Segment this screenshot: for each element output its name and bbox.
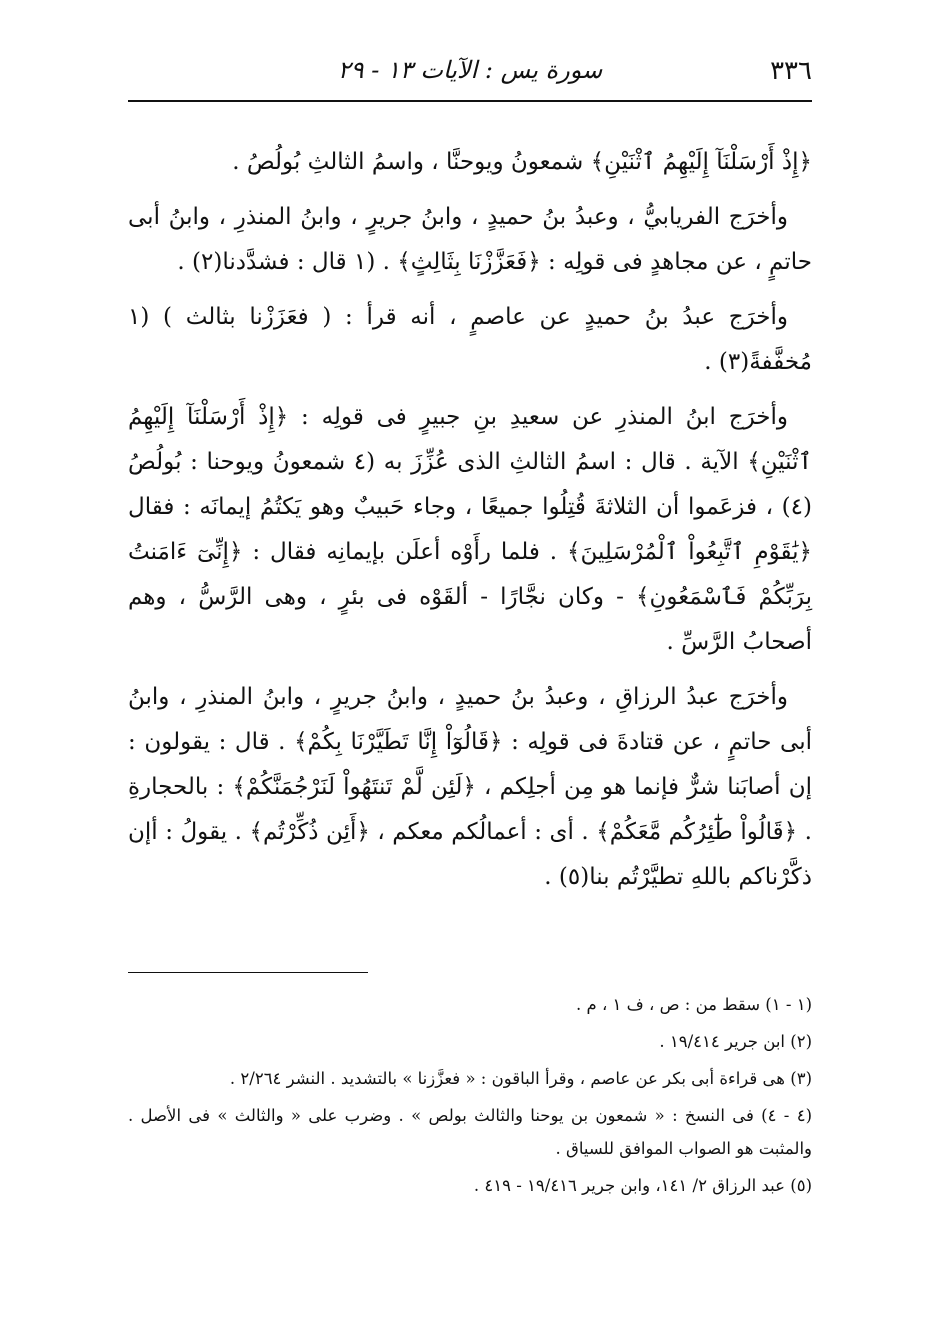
footnote: (٣) هى قراءة أبى بكر عن عاصم ، وقرأ الباقون : « فعزَّزنا » بالتشديد . النشر ٢/٢٦٤ .: [229, 1069, 812, 1088]
paragraph: وأخرَج عبدُ الرزاقِ ، وعبدُ بنُ حميدٍ ، وابنُ جريرٍ ، وابنُ المنذرِ ، وابنُ أبى حاتمٍ ، عن قتادةَ فى قولِه : ﴿قَالُوٓاْ إِنَّا تَطَيَّرْنَا بِكُمْ﴾ . قال : يقولون : إن أصابَنا شرٌّ فإنما هو مِن أجلِكم ، ﴿لَئِن لَّمْ تَنتَهُواْ لَنَرْجُمَنَّكُمْ﴾ : بالحجارةِ . ﴿قَالُواْ طَٰٓئِرُكُم مَّعَكُمْ﴾ . أى : أعمالُكم معكم ، ﴿أَئِن ذُكِّرْتُم﴾ . يقولُ : أإن ذكَّرْناكم باللهِ تطيَّرْتُم بنا(٥) .: [128, 684, 812, 890]
footnote: (٢) ابن جرير ١٩/٤١٤ .: [659, 1032, 812, 1051]
header-divider: [128, 100, 812, 102]
paragraph: وأخرَج الفريابيُّ ، وعبدُ بنُ حميدٍ ، وابنُ جريرٍ ، وابنُ المنذرِ ، وابنُ أبى حاتمٍ ، عن مجاهدٍ فى قولِه : ﴿فَعَزَّزْنَا بِثَالِثٍ﴾ . (١ قال : فشدَّدنا(٢) .: [128, 204, 812, 275]
page-number: ٣٣٦: [770, 56, 812, 86]
footnotes: [128, 988, 812, 1206]
book-page: [128, 0, 812, 1341]
running-title: سورة يس : الآيات ١٣ - ٢٩: [337, 56, 603, 84]
footnote: (١ - ١) سقط من : ص ، ف ١ ، م .: [576, 995, 812, 1014]
page-header: [128, 52, 812, 92]
footnote: (٥) عبد الرزاق ٢/ ١٤١، وابن جرير ١٩/٤١٦ - ٤١٩ .: [473, 1176, 812, 1195]
paragraph: ﴿إِذْ أَرْسَلْنَآ إِلَيْهِمُ ٱثْنَيْنِ﴾ شمعونُ ويوحنَّا ، واسمُ الثالثِ بُولُصُ .: [232, 149, 812, 175]
paragraph: وأخرَج ابنُ المنذرِ عن سعيدِ بنِ جبيرٍ فى قولِه : ﴿إِذْ أَرْسَلْنَآ إِلَيْهِمُ ٱثْنَيْنِ﴾ الآية . قال : اسمُ الثالثِ الذى عُزِّزَ به (٤ شمعونُ ويوحنا : بُولُصُ (٤) ، فزعَموا أن الثلاثةَ قُتِلُوا جميعًا ، وجاء حَبيبٌ وهو يَكتُمُ إيمانَه : فقال ﴿يَٰقَوْمِ ٱتَّبِعُواْ ٱلْمُرْسَلِينَ﴾ . فلما رأَوْه أعلَن بإيمانِه فقال : ﴿إِنِّىٓ ءَامَنتُ بِرَبِّكُمْ فَٱسْمَعُونِ﴾ - وكان نجَّارًا - ألقَوْه فى بئرٍ ، وهى الرَّسُّ ، وهم أصحابُ الرَّسِّ .: [128, 404, 812, 655]
main-text: [128, 140, 812, 910]
footnote-divider: [128, 972, 368, 973]
footnote: (٤ - ٤) فى النسخ : « شمعون بن يوحنا والثالث بولص » . وضرب على « والثالث » فى الأصل . والمثبت هو الصواب الموافق للسياق .: [128, 1106, 812, 1158]
paragraph: وأخرَج عبدُ بنُ حميدٍ عن عاصمٍ ، أنه قرأ : ( فعَزَزْنا بثالث ) (١ مُخفَّفةً(٣) .: [128, 304, 812, 375]
